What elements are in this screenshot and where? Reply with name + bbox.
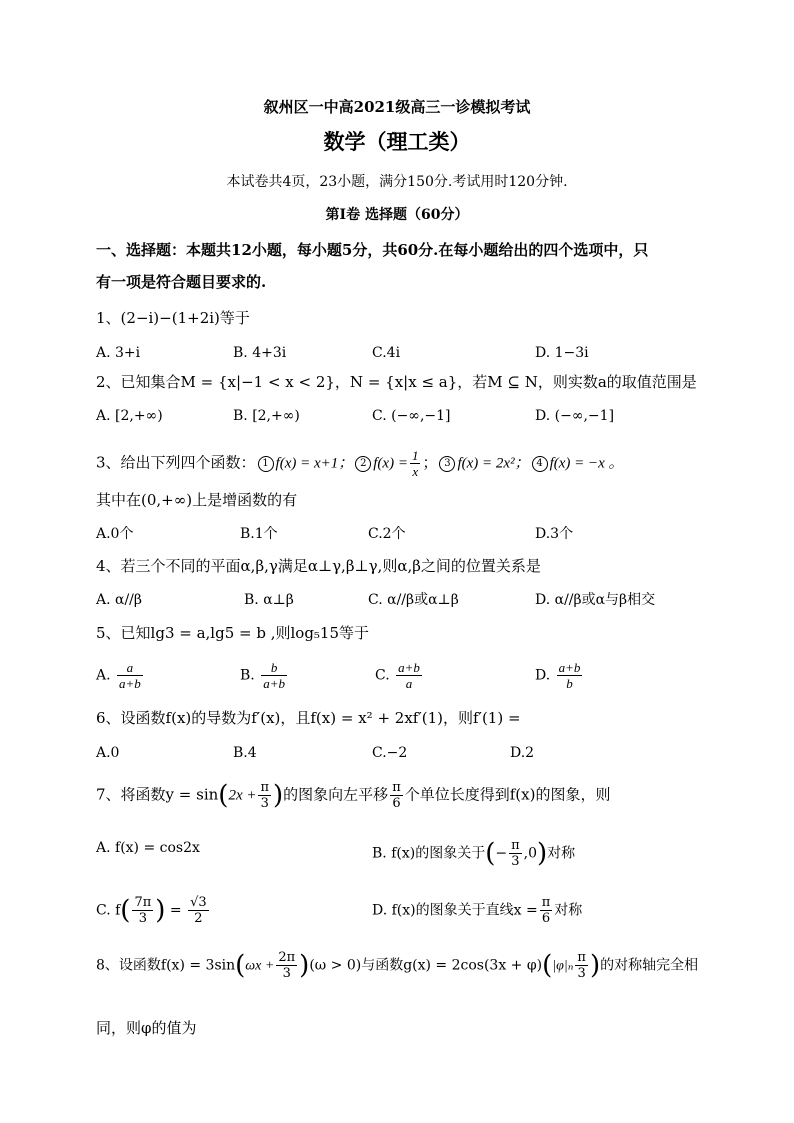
- circled-4-icon: 4: [532, 456, 548, 472]
- q1-option-a: A. 3+i: [96, 345, 141, 361]
- q1-option-b: B. 4+3i: [233, 345, 287, 361]
- question-8-stem: 8、设函数f(x) = 3sin(ωx + $\frac{2\pi}{3}$ )(ω > 0)与函数g(x) = 2cos(3x + φ)(|φ|ₙ $\frac{\pi}{3}$ )的对称轴完全相: [96, 950, 699, 981]
- q3-f2-fraction: $\frac{1}{x}$: [411, 448, 419, 479]
- exam-title: 叙州区一中高2021级高三一诊模拟考试: [263, 98, 531, 116]
- q1-option-d: D. 1−3i: [535, 345, 589, 361]
- q6-option-c: C.−2: [372, 745, 408, 761]
- q3-intro: 3、给出下列四个函数：: [96, 453, 256, 472]
- q3-f2: f(x) =: [373, 455, 408, 472]
- q7-option-a: A. f(x) = cos2x: [96, 840, 200, 856]
- question-4-stem: 4、若三个不同的平面α,β,γ满足α⊥γ,β⊥γ,则α,β之间的位置关系是: [96, 557, 541, 575]
- q6-option-b: B.4: [233, 745, 257, 761]
- q3-option-c: C.2个: [368, 526, 406, 542]
- q4-option-a: A. α//β: [96, 592, 142, 608]
- q2-option-a: A. [2,+∞): [96, 408, 163, 424]
- question-3-stem: 3、给出下列四个函数： 1 f(x) = x+1； 2 f(x) = $\frac{1}{x}$ ； 3 f(x) = 2x²； 4 f(x) = −x 。: [96, 448, 624, 479]
- q3-option-a: A.0个: [96, 526, 134, 542]
- circled-2-icon: 2: [355, 456, 371, 472]
- q5-option-a: A. $\frac{a}{a+b}$: [96, 660, 141, 691]
- question-6-stem: 6、设函数f(x)的导数为f′(x)，且f(x) = x² + 2xf′(1)，则f′(1) =: [96, 709, 521, 727]
- q7-option-b: B. f(x)的图象关于(− $\frac{\pi}{3}$ ,0)对称: [372, 838, 576, 869]
- question-5-stem: 5、已知lg3 = a,lg5 = b ,则log₅15等于: [96, 624, 370, 642]
- part-heading: 第I卷 选择题（60分）: [325, 207, 469, 223]
- q3-f1: f(x) = x+1；: [275, 455, 354, 472]
- section-heading-line2: 有一项是符合题目要求的.: [96, 273, 267, 291]
- question-2-stem: 2、已知集合M = {x|−1 < x < 2}，N = {x|x ≤ a}，若M ⊆ N，则实数a的取值范围是: [96, 373, 697, 391]
- exam-info: 本试卷共4页，23小题，满分150分.考试用时120分钟.: [226, 174, 568, 190]
- q4-option-c: C. α//β或α⊥β: [368, 592, 459, 608]
- q2-option-d: D. (−∞,−1]: [535, 408, 615, 424]
- q6-option-d: D.2: [510, 745, 535, 761]
- q1-option-c: C.4i: [372, 345, 401, 361]
- q3-option-b: B.1个: [240, 526, 278, 542]
- q5-option-d: D. $\frac{a+b}{b}$: [535, 660, 581, 691]
- q3-option-d: D.3个: [535, 526, 574, 542]
- q4-option-b: B. α⊥β: [244, 592, 294, 608]
- q3-f4: f(x) = −x 。: [549, 455, 624, 472]
- question-7-stem: 7、将函数y = sin(2x + $\frac{\pi}{3}$ )的图象向左平移 $\frac{\pi}{6}$ 个单位长度得到f(x)的图象，则: [96, 780, 611, 811]
- question-3-line2: 其中在(0,+∞)上是增函数的有: [96, 491, 298, 509]
- section-heading-line1: 一、选择题：本题共12小题，每小题5分，共60分.在每小题给出的四个选项中，只: [96, 241, 649, 259]
- q2-option-c: C. (−∞,−1]: [372, 408, 451, 424]
- subject-title: 数学（理工类）: [323, 129, 471, 154]
- question-1-stem: 1、(2−i)−(1+2i)等于: [96, 309, 250, 327]
- q4-option-d: D. α//β或α与β相交: [535, 592, 656, 608]
- q5-option-b: B. $\frac{b}{a+b}$: [240, 660, 285, 691]
- q3-f3: f(x) = 2x²；: [457, 455, 530, 472]
- q6-option-a: A.0: [96, 745, 120, 761]
- circled-1-icon: 1: [258, 456, 274, 472]
- q7-option-c: C. f( $\frac{7\pi}{3}$ ) = $\frac{√3}{2}$: [96, 895, 207, 926]
- q7-option-d: D. f(x)的图象关于直线x = $\frac{\pi}{6}$ 对称: [372, 895, 583, 926]
- q5-option-c: C. $\frac{a+b}{a}$: [375, 660, 420, 691]
- question-8-line2: 同，则φ的值为: [96, 1019, 197, 1037]
- circled-3-icon: 3: [439, 456, 455, 472]
- q2-option-b: B. [2,+∞): [233, 408, 300, 424]
